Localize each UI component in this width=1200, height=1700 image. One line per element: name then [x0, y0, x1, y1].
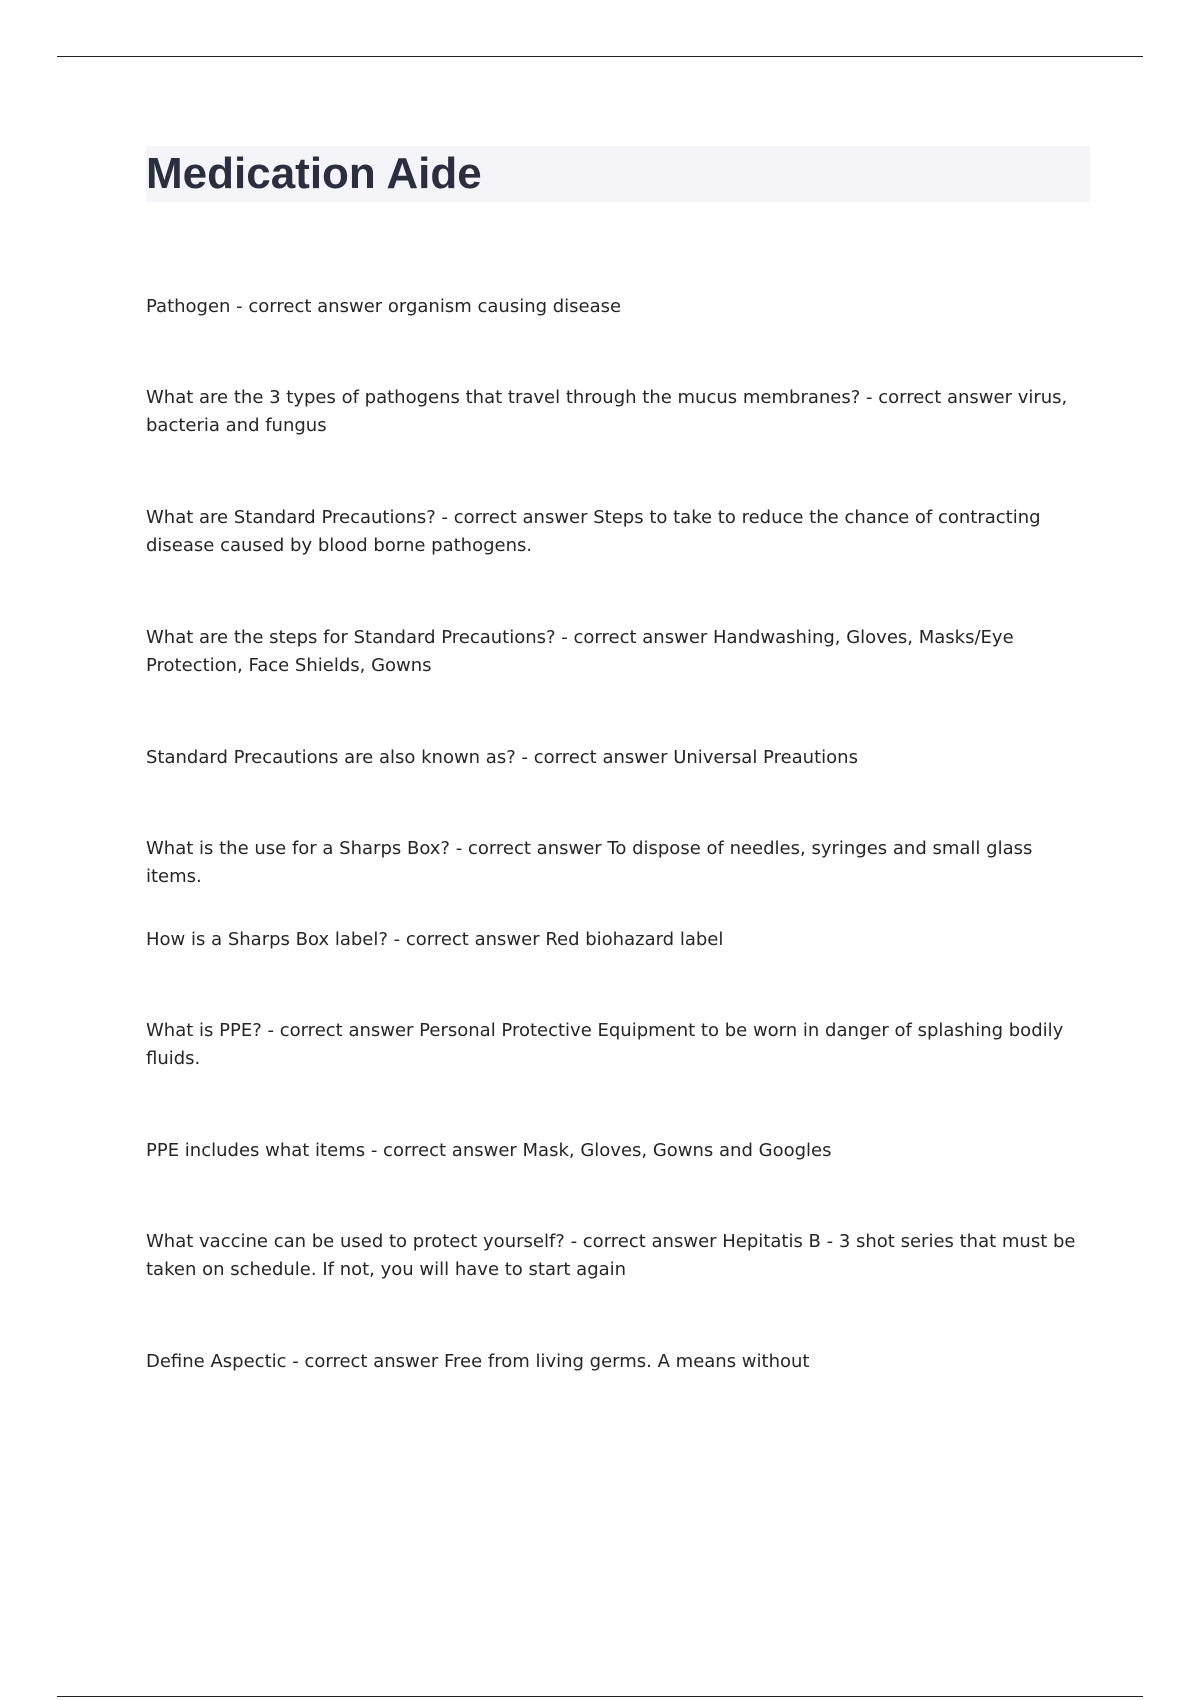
- qa-item: Pathogen - correct answer organism causing disease: [146, 296, 622, 317]
- qa-item: What is PPE? - correct answer Personal Protective Equipment to be worn in danger of splashing bodily fluids.: [146, 1020, 1064, 1069]
- qa-item: What are the 3 types of pathogens that travel through the mucus membranes? - correct answer virus, bacteria and fungus: [146, 387, 1068, 436]
- qa-item: Standard Precautions are also known as? - correct answer Universal Preautions: [146, 747, 858, 768]
- qa-item: How is a Sharps Box label? - correct answer Red biohazard label: [146, 929, 724, 950]
- qa-item: What are the steps for Standard Precautions? - correct answer Handwashing, Gloves, Masks/Eye Protection, Face Shields, Gowns: [146, 627, 1014, 676]
- title-banner: [146, 146, 1090, 202]
- document-title: Medication Aide: [146, 149, 482, 198]
- bottom-rule: [57, 1696, 1143, 1697]
- qa-item: PPE includes what items - correct answer Mask, Gloves, Gowns and Googles: [146, 1140, 832, 1161]
- qa-list: [146, 293, 1090, 1439]
- qa-item: Define Aspectic - correct answer Free from living germs. A means without: [146, 1351, 810, 1372]
- qa-item: What is the use for a Sharps Box? - correct answer To dispose of needles, syringes and small glass items.: [146, 838, 1033, 887]
- qa-item: What are Standard Precautions? - correct answer Steps to take to reduce the chance of contracting disease caused by blood borne pathogens.: [146, 507, 1041, 556]
- qa-item: What vaccine can be used to protect yourself? - correct answer Hepitatis B - 3 shot series that must be taken on schedule. If not, you will have to start again: [146, 1231, 1076, 1280]
- top-rule: [57, 56, 1143, 57]
